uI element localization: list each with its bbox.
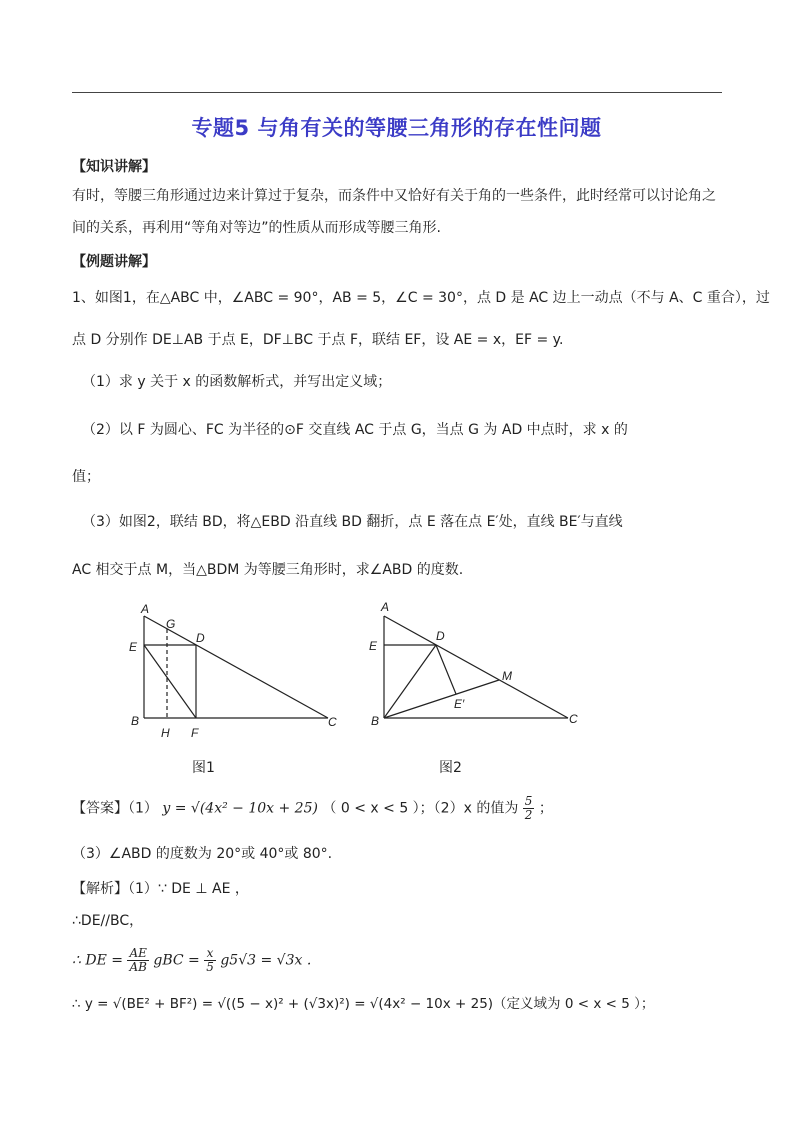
fig2-label-m: M: [502, 669, 512, 683]
fig1-segment-ef: [144, 645, 196, 718]
question-2-line2: 值；: [72, 469, 100, 485]
analysis-l3-f2-num: x: [204, 947, 216, 961]
analysis-l3-mid: gBC =: [153, 952, 200, 969]
figure-1: [120, 598, 350, 740]
answer-fraction: [523, 795, 535, 822]
fig1-side-ac: [144, 616, 328, 718]
answer-tail: ；: [538, 800, 553, 817]
analysis-line2: ∴DE//BC，: [72, 913, 144, 929]
figure-2-caption: 图2: [439, 760, 462, 776]
problem-line2: 点 D 分别作 DE⊥AB 于点 E，DF⊥BC 于点 F，联结 EF，设 AE = x，EF = y.: [72, 332, 564, 348]
knowledge-heading: 【知识讲解】: [72, 159, 156, 175]
fig2-label-a: A: [381, 600, 390, 614]
answer-domain-1: （ 0 < x < 5 ）；（2）x 的值为: [322, 800, 519, 817]
fig1-label-d: D: [196, 631, 205, 645]
analysis-line3: [72, 947, 311, 974]
fig1-label-e: E: [129, 640, 138, 654]
figure-1-caption: 图1: [192, 760, 215, 776]
analysis-l3-tail: g5√3 = √3x .: [220, 952, 312, 969]
fig2-label-e: E: [369, 639, 378, 653]
analysis-heading: 【解析】（1）∵ DE ⊥ AE ，: [72, 881, 249, 897]
answer-fraction-den: 2: [524, 808, 533, 822]
fig2-side-ac: [384, 616, 568, 718]
fig2-segment-de2: [436, 645, 456, 694]
fig2-label-c: C: [569, 712, 578, 726]
analysis-l3-fraction-2: [204, 947, 216, 974]
knowledge-text-line1: 有时，等腰三角形通过边来计算过于复杂，而条件中又恰好有关于角的一些条件，此时经常可以讨论角之: [72, 188, 716, 204]
question-3-line2: AC 相交于点 M，当△BDM 为等腰三角形时，求∠ABD 的度数.: [72, 562, 464, 578]
top-rule: [72, 92, 722, 93]
question-2-line1: （2）以 F 为圆心、FC 为半径的⊙F 交直线 AC 于点 G，当点 G 为 AD 中点时，求 x 的: [82, 422, 628, 438]
fig2-label-e-prime: E′: [454, 697, 465, 711]
fig2-segment-bd: [384, 645, 436, 718]
analysis-line4: ∴ y = √(BE² + BF²) = √((5 − x)² + (√3x)²) = √(4x² − 10x + 25)（定义域为 0 < x < 5 ）；: [72, 996, 655, 1012]
page-title: 专题5 与角有关的等腰三角形的存在性问题: [191, 116, 602, 140]
answer-prefix: 【答案】（1）: [72, 800, 158, 817]
problem-line1: 1、如图1，在△ABC 中，∠ABC = 90°，AB = 5，∠C = 30°，点 D 是 AC 边上一动点（不与 A、C 重合），过: [72, 290, 770, 306]
analysis-l3-f2-den: 5: [206, 960, 214, 974]
figure-2: [360, 598, 590, 740]
fig1-label-g: G: [166, 617, 176, 631]
answer-line1: [72, 795, 553, 822]
fig1-label-a: A: [141, 602, 150, 616]
answer-formula-1: y = √(4x² − 10x + 25): [162, 800, 318, 817]
analysis-l3-f1-den: AB: [129, 960, 147, 974]
fig1-label-c: C: [328, 715, 337, 729]
fig1-label-f: F: [191, 726, 199, 740]
answer-fraction-num: 5: [524, 794, 533, 808]
fig2-label-d: D: [436, 629, 445, 643]
question-1: （1）求 y 关于 x 的函数解析式，并写出定义域；: [82, 374, 392, 390]
fig1-label-b: B: [131, 714, 140, 728]
fig2-label-b: B: [371, 714, 380, 728]
analysis-l3-prefix: ∴ DE =: [72, 952, 123, 969]
fig1-label-h: H: [161, 726, 170, 740]
fig2-segment-bm: [384, 680, 499, 718]
analysis-l3-f1-num: AE: [127, 947, 148, 961]
analysis-l3-fraction-1: [127, 947, 148, 974]
example-heading: 【例题讲解】: [72, 254, 156, 270]
answer-line2: （3）∠ABD 的度数为 20°或 40°或 80°.: [72, 846, 333, 862]
question-3-line1: （3）如图2，联结 BD，将△EBD 沿直线 BD 翻折，点 E 落在点 E′处，直线 BE′与直线: [82, 514, 623, 530]
knowledge-text-line2: 间的关系，再利用“等角对等边”的性质从而形成等腰三角形.: [72, 220, 441, 236]
